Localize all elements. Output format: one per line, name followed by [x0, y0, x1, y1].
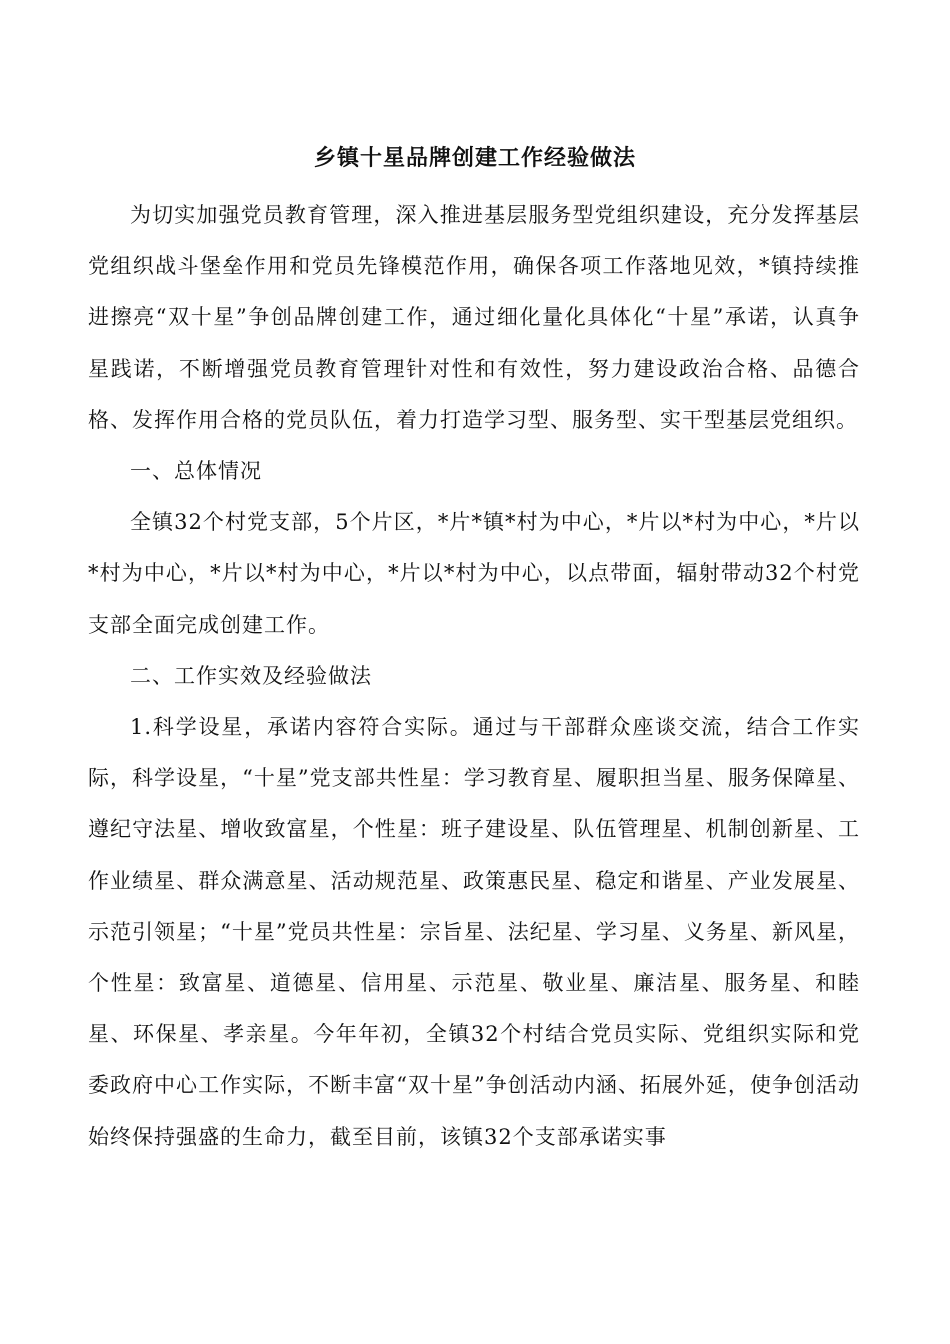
document-body	[88, 190, 860, 1163]
practice-item-1-paragraph: 1.科学设星，承诺内容符合实际。通过与干部群众座谈交流，结合工作实际，科学设星，“十星”党支部共性星：学习教育星、履职担当星、服务保障星、遵纪守法星、增收致富星，个性星：班子建设星、队伍管理星、机制创新星、工作业绩星、群众满意星、活动规范星、政策惠民星、稳定和谐星、产业发展星、示范引领星；“十星”党员共性星：宗旨星、法纪星、学习星、义务星、新风星，个性星：致富星、道德星、信用星、示范星、敬业星、廉洁星、服务星、和睦星、环保星、孝亲星。今年年初，全镇32个村结合党员实际、党组织实际和党委政府中心工作实际，不断丰富“双十星”争创活动内涵、拓展外延，使争创活动始终保持强盛的生命力，截至目前，该镇32个支部承诺实事	[88, 715, 860, 1149]
document-title: 乡镇十星品牌创建工作经验做法	[313, 145, 636, 171]
overview-paragraph: 全镇32个村党支部，5个片区，*片*镇*村为中心，*片以*村为中心，*片以*村为中心，*片以*村为中心，*片以*村为中心，以点带面，辐射带动32个村党支部全面完成创建工作。	[88, 510, 860, 637]
section-heading-overview: 一、总体情况	[130, 459, 262, 484]
section-heading-practices: 二、工作实效及经验做法	[130, 663, 372, 688]
intro-paragraph: 为切实加强党员教育管理，深入推进基层服务型党组织建设，充分发挥基层党组织战斗堡垒作用和党员先锋模范作用，确保各项工作落地见效，*镇持续推进擦亮“双十星”争创品牌创建工作，通过细化量化具体化“十星”承诺，认真争星践诺，不断增强党员教育管理针对性和有效性，努力建设政治合格、品德合格、发挥作用合格的党员队伍，着力打造学习型、服务型、实干型基层党组织。	[88, 203, 860, 432]
